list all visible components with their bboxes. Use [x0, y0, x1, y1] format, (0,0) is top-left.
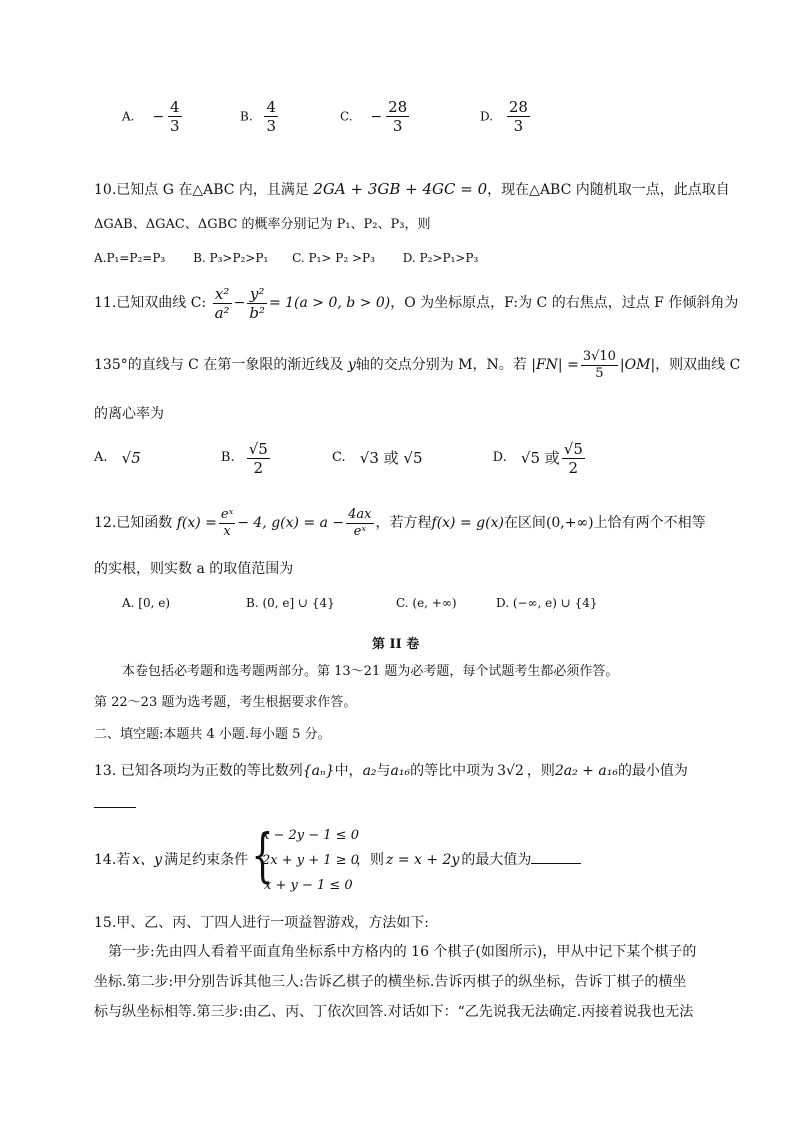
denominator: 3 — [513, 117, 524, 135]
q14-text: 的最大值为 — [461, 852, 532, 868]
q10-option-a: A.P₁=P₂=P₃ — [94, 251, 166, 265]
numerator: 28 — [508, 98, 528, 116]
q9-option-b — [240, 98, 280, 135]
q12-option-b: B. (0, e] ∪ {4} — [246, 596, 335, 610]
q11-line3: 的离心率为 — [94, 406, 164, 422]
denominator: b² — [249, 303, 265, 322]
numerator: √5 — [563, 439, 583, 458]
numerator: √5 — [248, 439, 268, 458]
q9-option-d — [480, 98, 532, 135]
q10-option-d: D. P₂>P₁>P₃ — [402, 251, 479, 265]
sequence: {aₙ} — [302, 763, 335, 779]
q11-option-d-value: √5 或 — [520, 449, 560, 467]
option-label: C. — [340, 109, 353, 124]
variables: x、y — [132, 852, 163, 868]
numerator: eˣ — [220, 506, 234, 522]
numerator: 3√10 — [582, 348, 616, 364]
q13-stem — [94, 762, 688, 780]
q10-text: 10.已知点 G 在△ABC 内，且满足 — [94, 182, 309, 198]
fraction — [247, 285, 267, 322]
fraction — [213, 285, 232, 322]
constraint-1: x − 2y − 1 ≤ 0 — [262, 828, 359, 843]
numerator: y² — [247, 285, 267, 304]
equation: f(x) = g(x) — [431, 515, 504, 531]
fraction — [247, 440, 270, 477]
constraint-3: x + y − 1 ≤ 0 — [264, 878, 353, 893]
option-label: A. — [94, 450, 108, 465]
q10-stem — [94, 180, 730, 199]
fraction — [507, 98, 530, 135]
fraction — [168, 98, 182, 135]
q10-options — [94, 249, 478, 267]
q12-text: 在区间 — [503, 515, 546, 531]
q11-condition: = 1(a > 0, b > 0) — [268, 295, 391, 311]
q10-line2: ΔGAB、ΔGAC、ΔGBC 的概率分别记为 P₁、P₂、P₃，则 — [94, 217, 431, 232]
term-a16: a₁₆ — [390, 763, 411, 779]
q10-vector-formula: 2GA + 3GB + 4GC = 0 — [313, 180, 488, 198]
interval: (0,+∞) — [545, 515, 594, 531]
minus-sign: − — [370, 108, 383, 125]
geometric-mean: 3√2 — [497, 763, 524, 779]
q11-option-c-value: √3 或 √5 — [359, 449, 423, 467]
q9-option-c — [340, 98, 411, 135]
q11-text: 11.已知双曲线 C: — [94, 295, 207, 311]
denominator: 3 — [392, 117, 403, 135]
q11-options — [94, 438, 587, 479]
numerator: 4ax — [348, 506, 372, 522]
numerator: 4 — [170, 98, 180, 116]
fraction — [581, 349, 618, 382]
q12-stem — [94, 503, 706, 543]
option-label: D. — [480, 109, 494, 124]
q14-text: 14.若 — [94, 852, 131, 868]
q10-text-cont: ，现在△ABC 内随机取一点，此点取自 — [487, 182, 730, 198]
q14-answer-blank[interactable] — [531, 851, 581, 864]
numerator: x² — [213, 285, 232, 304]
q13-answer-blank[interactable] — [94, 806, 136, 808]
om-abs: |OM| — [619, 357, 656, 373]
q11-line2 — [94, 345, 740, 385]
option-label: C. — [332, 450, 346, 465]
q11-text: 的直线与 C 在第一象限的渐近线及 — [127, 357, 344, 373]
option-label: D. — [492, 450, 507, 465]
q15-line-1: 15.甲、乙、丙、丁四人进行一项益智游戏，方法如下: — [94, 915, 429, 931]
q15-line-3: 坐标.第二步:甲分别告诉其他三人:告诉乙棋子的横坐标.告诉丙棋子的纵坐标，告诉丁棋子的横坐 — [94, 974, 687, 990]
q12-option-a: A. [0, e) — [122, 596, 171, 610]
q11-text-cont: ，O 为坐标原点，F:为 C 的右焦点，过点 F 作倾斜角为 — [390, 295, 739, 311]
q13-text: ，则 — [526, 763, 555, 779]
constraint-2: 2x + y + 1 ≥ 0 — [262, 853, 359, 868]
y-axis-var: y — [347, 357, 356, 373]
q12-line2: 的实根，则实数 a 的取值范围为 — [94, 561, 294, 577]
section-intro-1: 本卷包括必考题和选考题两部分。第 13～21 题为必考题，每个试题考生都必须作答。 — [122, 664, 619, 679]
q12-option-d: D. (−∞, e) ∪ {4} — [496, 596, 598, 610]
fn-abs: |FN| = — [531, 357, 579, 373]
minus-sign: − — [233, 295, 246, 311]
q10-option-c: C. P₁> P₂ >P₃ — [292, 251, 375, 265]
gx-def: − 4, g(x) = a − — [237, 515, 345, 531]
q13-text: 13. 已知各项均为正数的等比数列 — [94, 763, 303, 779]
expression: 2a₂ + a₁₆ — [554, 763, 618, 779]
objective: z = x + 2y — [386, 852, 460, 868]
denominator: a² — [214, 303, 230, 322]
option-label: A. — [122, 109, 135, 124]
section-title: 第 II 卷 — [372, 637, 420, 652]
option-label: B. — [240, 109, 253, 124]
system-brace: { — [251, 821, 274, 889]
fx-def: f(x) = — [176, 515, 217, 531]
fill-in-header: 二、填空题:本题共 4 小题.每小题 5 分。 — [94, 727, 331, 742]
denominator: eˣ — [353, 523, 366, 539]
q12-text-cont: 上恰有两个不相等 — [593, 515, 706, 531]
q13-text: 的等比中项为 — [410, 763, 495, 779]
section-intro-2: 第 22～23 题为选考题，考生根据要求作答。 — [94, 695, 357, 710]
denominator: 2 — [253, 458, 264, 477]
option-label: B. — [220, 450, 235, 465]
denominator: x — [223, 523, 231, 539]
q15-line-2: 第一步:先由四人看着平面直角坐标系中方格内的 16 个棋子(如图所示)，甲从中记下某个棋子的 — [108, 944, 697, 960]
minus-sign: − — [152, 108, 165, 125]
denominator: 3 — [266, 117, 277, 135]
fraction — [346, 507, 373, 540]
q14-prefix — [94, 851, 248, 869]
q13-text: 中， — [334, 763, 363, 779]
numerator: 28 — [388, 98, 408, 116]
fraction — [562, 440, 585, 477]
denominator: 2 — [568, 458, 579, 477]
q12-text: ，若方程 — [375, 515, 432, 531]
fraction — [219, 507, 235, 540]
numerator: 4 — [266, 98, 277, 116]
q9-option-a — [122, 98, 184, 135]
term-a2: a₂ — [362, 763, 377, 779]
denominator: 5 — [595, 365, 604, 381]
q13-text: 与 — [376, 763, 391, 779]
q12-text: 12.已知函数 — [94, 515, 173, 531]
q11-text: 轴的交点分别为 M，N。若 — [355, 357, 527, 373]
q12-options — [122, 594, 598, 612]
q14-text: ，则 — [356, 852, 384, 868]
q14-rest — [356, 851, 581, 869]
fraction — [386, 98, 409, 135]
q11-text-cont: ，则双曲线 C — [655, 357, 741, 373]
denominator: 3 — [170, 117, 180, 135]
q12-option-c: C. (e, +∞) — [396, 596, 457, 610]
q11-option-a-value: √5 — [121, 449, 141, 467]
q14-text: 满足约束条件 — [164, 852, 249, 868]
angle-value: 135° — [94, 357, 128, 373]
q15-line-4: 标与纵坐标相等.第三步:由乙、丙、丁依次回答.对话如下：“乙先说我无法确定.丙接着说我也无法 — [94, 1004, 694, 1020]
q13-text: 的最小值为 — [617, 763, 688, 779]
q10-option-b: B. P₃>P₂>P₁ — [193, 251, 269, 265]
fraction — [264, 98, 278, 135]
q11-stem — [94, 283, 738, 323]
